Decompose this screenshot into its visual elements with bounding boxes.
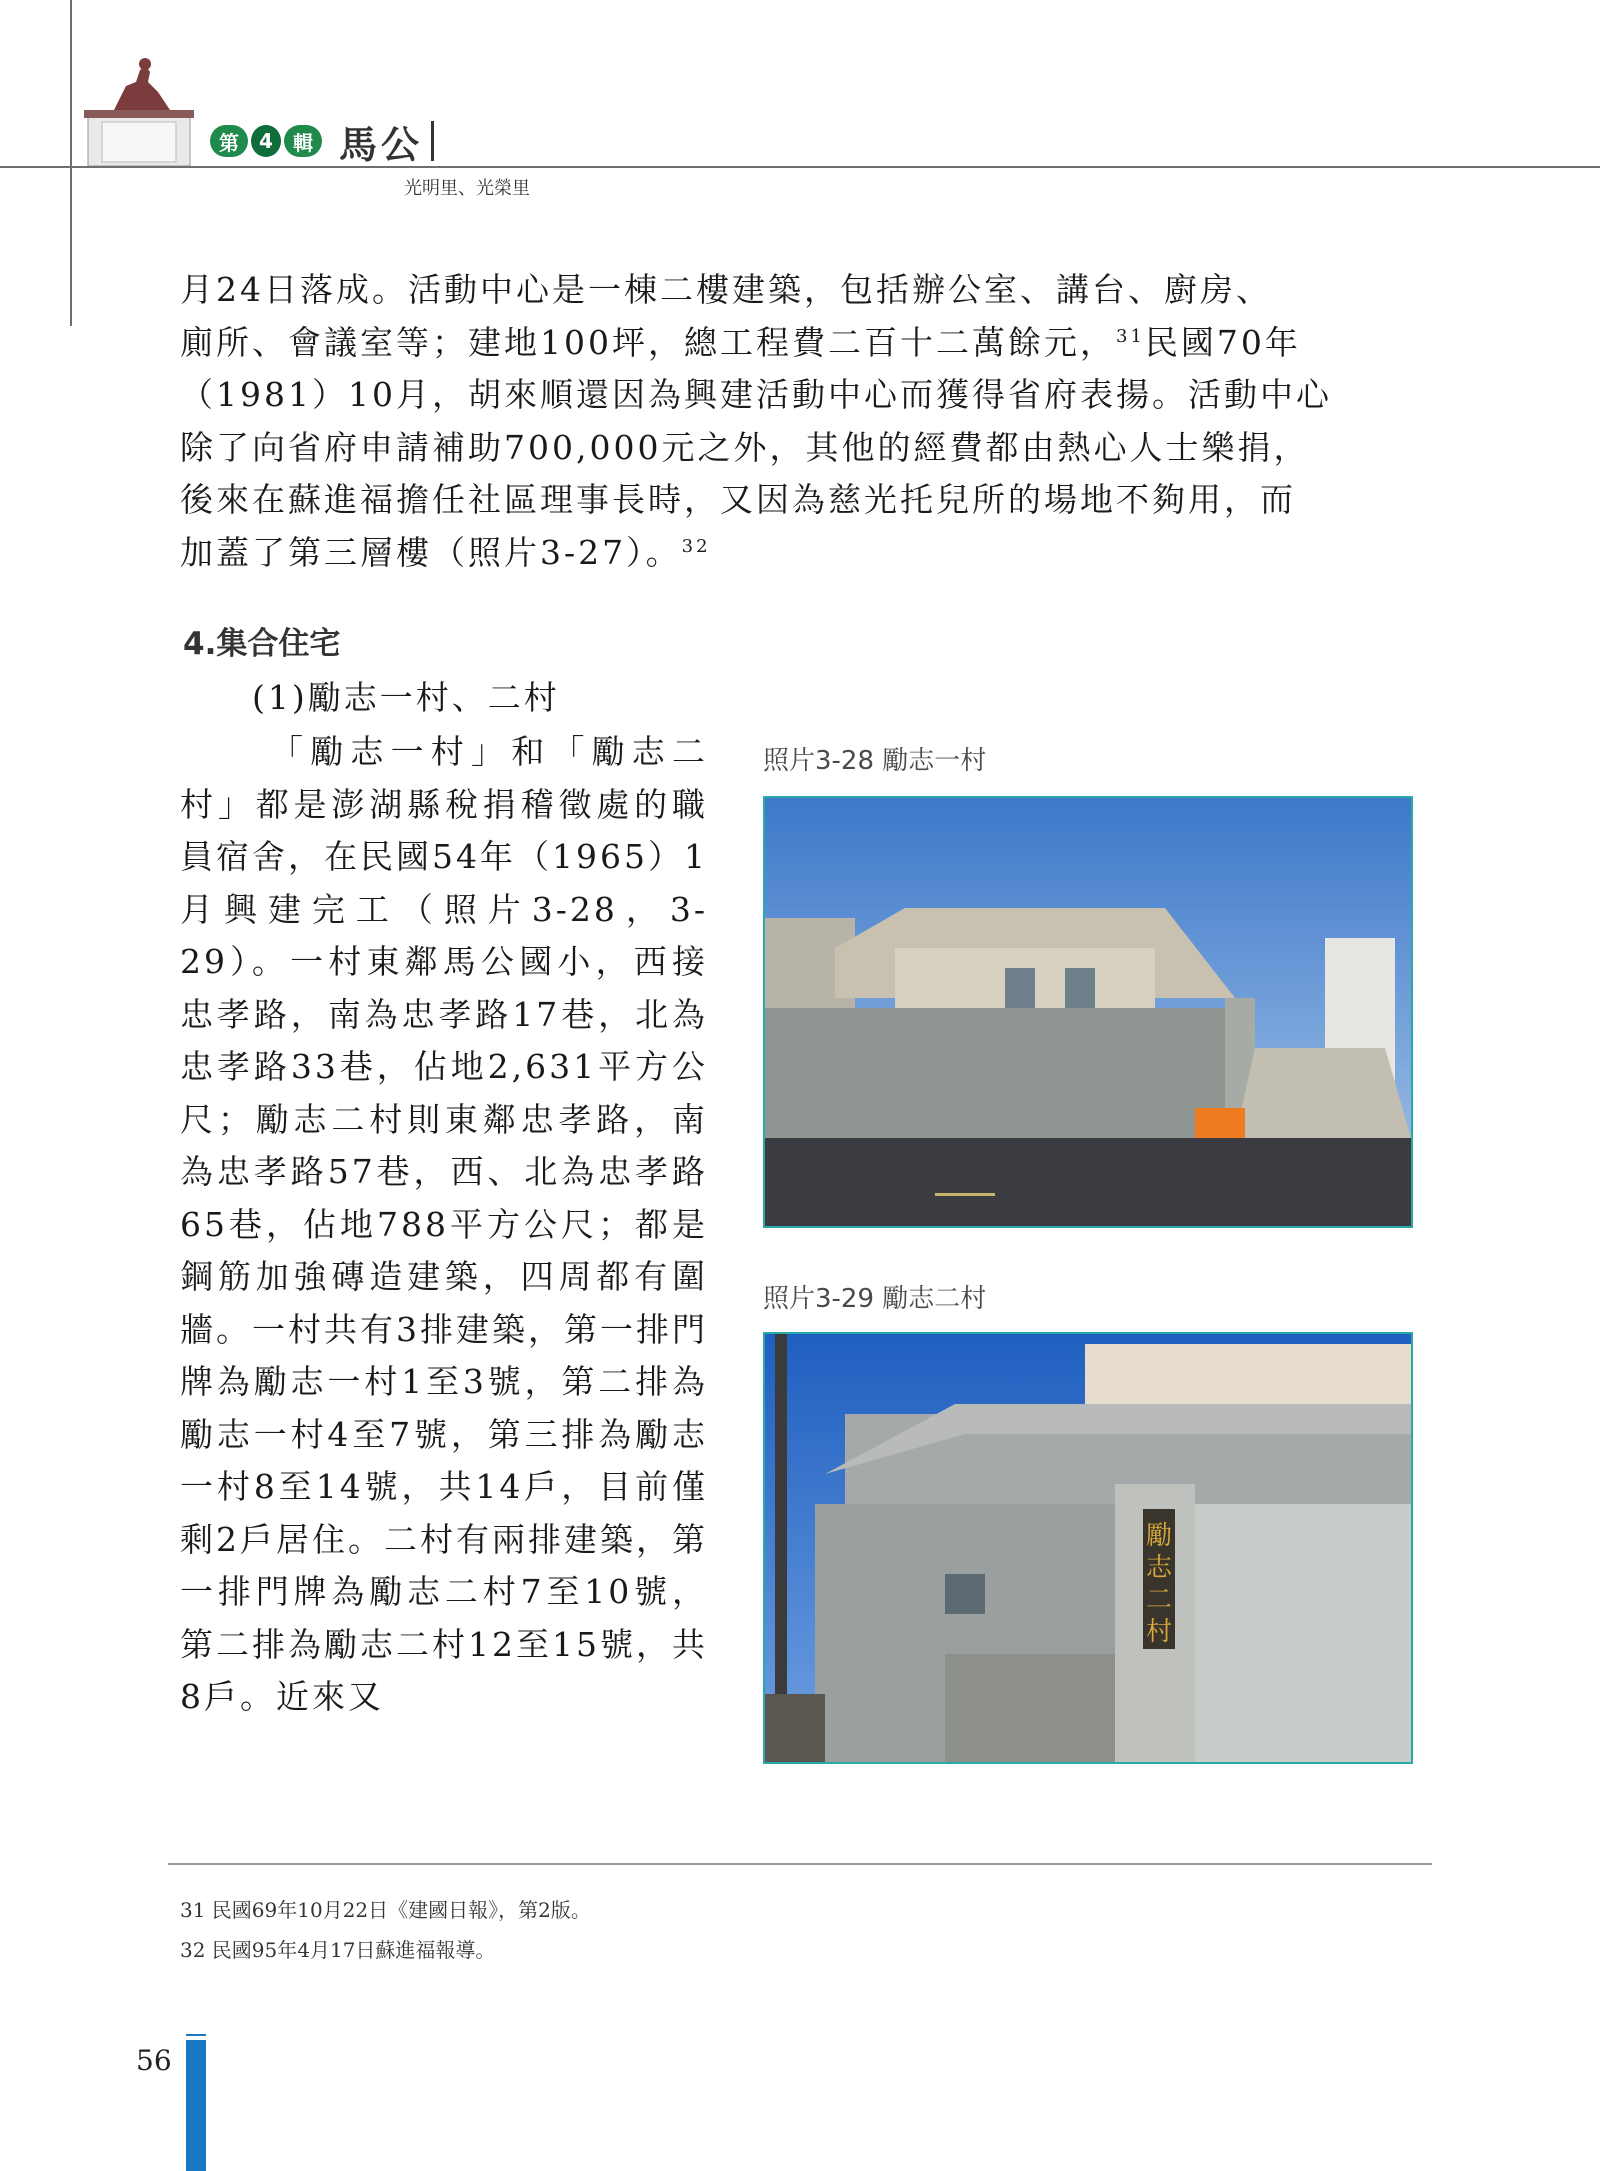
page-bar-cap <box>186 2034 206 2036</box>
subsection-title: (1)勵志一村、二村 <box>252 678 560 717</box>
paragraph-line: 加蓋了第三層樓（照片3-27）。$^{32}$ <box>180 532 711 572</box>
paragraph-line: 後來在蘇進福擔任社區理事長時，又因為慈光托兒所的場地不夠用，而 <box>180 480 1296 519</box>
chapter-prefix: 第 <box>210 125 248 157</box>
chapter-badge <box>210 118 434 167</box>
paragraph-line: （1981）10月，胡來順還因為興建活動中心而獲得省府表揚。活動中心 <box>180 375 1332 414</box>
footnote-32: 32 民國95年4月17日蘇進福報導。 <box>180 1938 496 1962</box>
section-title: 4.集合住宅 <box>183 626 341 662</box>
paragraph-line: 除了向省府申請補助700,000元之外，其他的經費都由熱心人士樂捐， <box>180 427 1310 467</box>
footnote-31: 31 民國69年10月22日《建國日報》，第2版。 <box>180 1898 591 1922</box>
chapter-divider <box>431 121 434 161</box>
page-number: 56 <box>136 2044 172 2077</box>
column-text: 「勵志一村」和「勵志二村」都是澎湖縣稅捐稽徵處的職員宿舍，在民國54年（1965）1月興建完工（照片3-28，3-29）。一村東鄰馬公國小，西接忠孝路，南為忠孝路17巷，北為忠孝路33巷，佔地2,631平方公尺；勵志二村則東鄰忠孝路，南為忠孝路57巷，西、北為忠孝路65巷，佔地788平方公尺；都是鋼筋加強磚造建築，四周都有圍牆。一村共有3排建築，第一排門牌為勵志一村1至3號，第二排為勵志一村4至7號，第三排為勵志一村8至14號，共14戶，目前僅剩2戶居住。二村有兩排建築，第一排門牌為勵志二村7至10號，第二排為勵志二村12至15號，共8戶。近來又 <box>180 732 708 1716</box>
section-subtitle: 光明里、光榮里 <box>404 178 530 199</box>
header-vertical-rule <box>70 0 72 326</box>
chapter-title: 馬公 <box>339 121 424 167</box>
sign-char: 村 <box>1145 1617 1173 1647</box>
sign-char: 志 <box>1145 1553 1173 1583</box>
chapter-suffix: 輯 <box>284 125 322 157</box>
sign-char: 二 <box>1145 1585 1173 1615</box>
footnote-ref[interactable]: 32 <box>681 535 711 557</box>
statue-monument-icon <box>84 52 194 166</box>
sign-char: 勵 <box>1145 1521 1173 1551</box>
photo-lizhi-village-2 <box>763 1332 1413 1764</box>
page-bar <box>186 2040 206 2171</box>
header-horizontal-rule <box>0 166 1600 168</box>
photo-caption: 照片3-28 勵志一村 <box>763 746 987 776</box>
photo-caption: 照片3-29 勵志二村 <box>763 1284 987 1314</box>
body-paragraph <box>180 264 1420 579</box>
chapter-number: 4 <box>251 125 281 157</box>
paragraph-line: 廁所、會議室等；建地100坪，總工程費二百十二萬餘元，$^{31}$民國70年 <box>180 322 1301 362</box>
footnote-divider <box>168 1863 1432 1865</box>
photo-lizhi-village-1 <box>763 796 1413 1228</box>
paragraph-line: 月24日落成。活動中心是一棟二樓建築，包括辦公室、講台、廚房、 <box>180 270 1272 309</box>
footnote-ref[interactable]: 31 <box>1116 325 1145 347</box>
